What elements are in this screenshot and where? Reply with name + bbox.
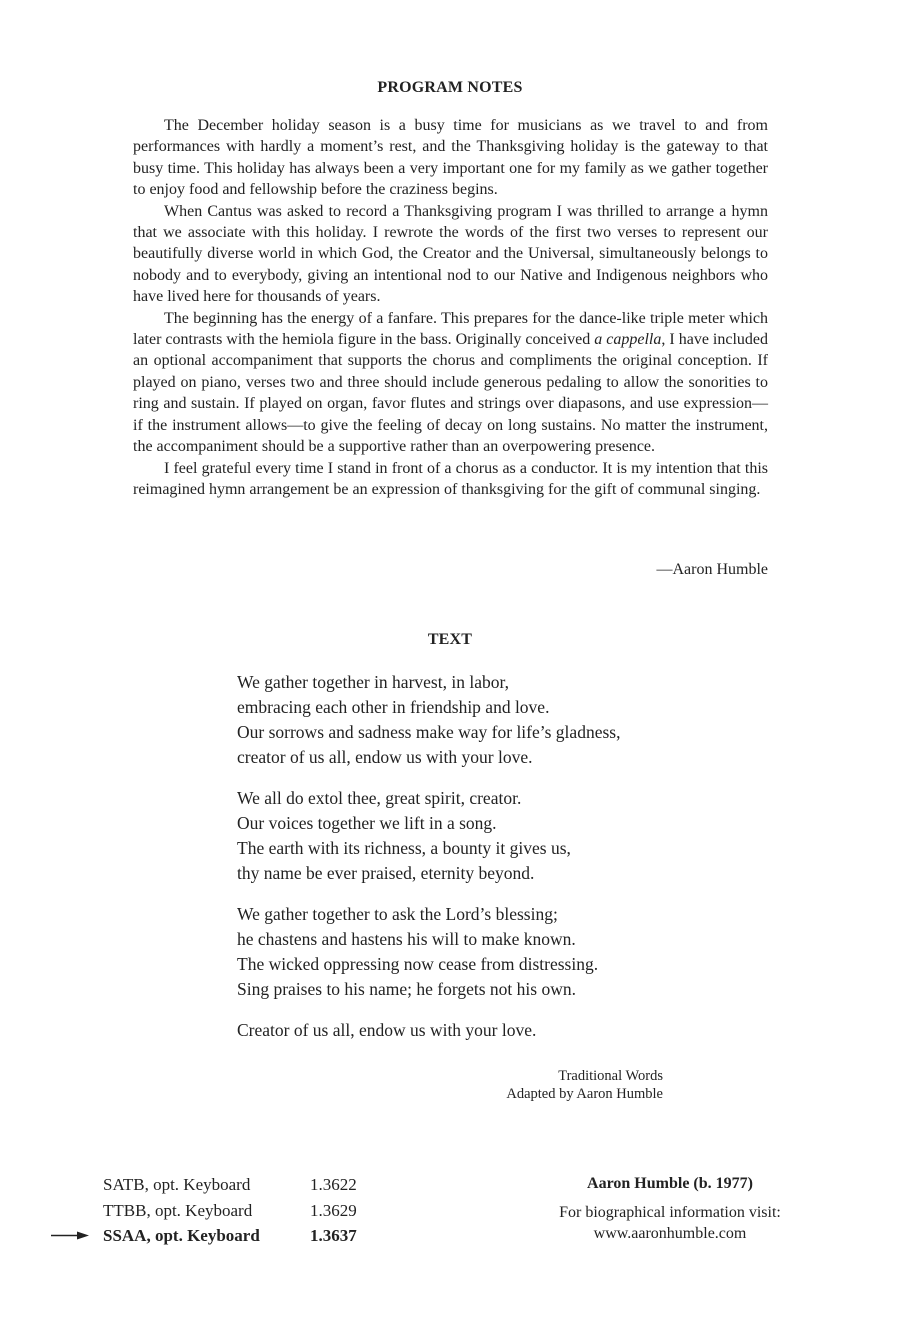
edition-number: 1.3637	[310, 1226, 357, 1245]
stanza-line: Our sorrows and sadness make way for life’s gladness,	[237, 722, 621, 742]
notes-paragraph-4: I feel grateful every time I stand in front of a chorus as a conductor. It is my intention that this reimagined hymn arrangement be an expression of thanksgiving for the gift of communal singing.	[133, 459, 768, 498]
stanza-line: The earth with its richness, a bounty it gives us,	[237, 838, 571, 858]
stanza-line: Creator of us all, endow us with your love.	[237, 1020, 537, 1040]
composer-website: www.aaronhumble.com	[593, 1225, 747, 1242]
notes-paragraph-1: The December holiday season is a busy time for musicians as we travel to and from performances with hardly a moment’s rest, and the Thanksgiving holiday is the gateway to that busy time. This holiday has always been a very important one for my family as we gather together to enjoy food and fellowship before the craziness begins.	[133, 117, 768, 199]
edition-voicing: SATB, opt. Keyboard	[103, 1175, 251, 1194]
notes-paragraph-2: When Cantus was asked to record a Thanksgiving program I was thrilled to arrange a hymn that we associate with this holiday. I rewrote the words of the first two verses to represent our beautifully diverse world in which God, the Creator and the Universal, simultaneously belongs to nobody and to everybody, giving an intentional nod to our Native and Indigenous neighbors who have lived here for thousands of years.	[133, 202, 768, 306]
a-cappella-term: a cappella	[594, 331, 662, 349]
stanza-line: The wicked oppressing now cease from distressing.	[237, 954, 599, 974]
stanza-line: Our voices together we lift in a song.	[237, 813, 497, 833]
stanza-line: he chastens and hastens his will to make known.	[237, 929, 576, 949]
stanza-line: thy name be ever praised, eternity beyond.	[237, 863, 535, 883]
program-notes-body	[133, 115, 768, 500]
program-notes-heading: PROGRAM NOTES	[377, 79, 523, 96]
edition-voicing: TTBB, opt. Keyboard	[103, 1200, 253, 1220]
stanza-3	[237, 902, 707, 1002]
credit-line: Traditional Words	[558, 1068, 663, 1084]
stanza-line: Sing praises to his name; he forgets not his own.	[237, 979, 576, 999]
stanza-4	[237, 1018, 707, 1043]
stanza-line: We all do extol thee, great spirit, creator.	[237, 788, 522, 808]
notes-paragraph-3	[133, 308, 768, 458]
notes-signature: —Aaron Humble	[656, 561, 768, 578]
edition-number: 1.3629	[310, 1200, 357, 1220]
text-credits	[506, 1067, 663, 1103]
composer-info	[530, 1172, 810, 1244]
stanza-1	[237, 670, 707, 770]
text-heading: TEXT	[427, 631, 473, 648]
stanza-line: creator of us all, endow us with your love.	[237, 747, 533, 767]
notes-paragraph-3-end: , I have included an optional accompaniment that supports the chorus and compliments the original conception. If played on piano, verses two and three should include generous pedaling to allow the sonorities to ring and sustain. If played on organ, favor flutes and strings over diapasons, and use expression—if the instrument allows—to give the feeling of decay on long sustains. No matter the instrument, the accompaniment should be a supportive rather than an overpowering presence.	[133, 331, 769, 456]
stanza-2	[237, 786, 707, 886]
credit-line: Adapted by Aaron Humble	[506, 1086, 663, 1102]
stanza-line: We gather together in harvest, in labor,	[237, 672, 509, 692]
edition-voicing: SSAA, opt. Keyboard	[103, 1226, 260, 1245]
stanza-line: We gather together to ask the Lord’s blessing;	[237, 904, 558, 924]
composer-name: Aaron Humble (b. 1977)	[587, 1175, 753, 1192]
bio-caption: For biographical information visit:	[559, 1204, 781, 1221]
notes-paragraph-3-start: The beginning has the energy of a fanfare. This prepares for the dance-like triple meter which later contrasts with the hemiola figure in the bass. Originally conceived	[133, 309, 768, 349]
edition-number: 1.3622	[310, 1175, 357, 1194]
stanza-line: embracing each other in friendship and love.	[237, 697, 550, 717]
hymn-text	[237, 670, 707, 1059]
composer-bio	[530, 1202, 810, 1244]
right-arrow-icon	[51, 1231, 89, 1240]
